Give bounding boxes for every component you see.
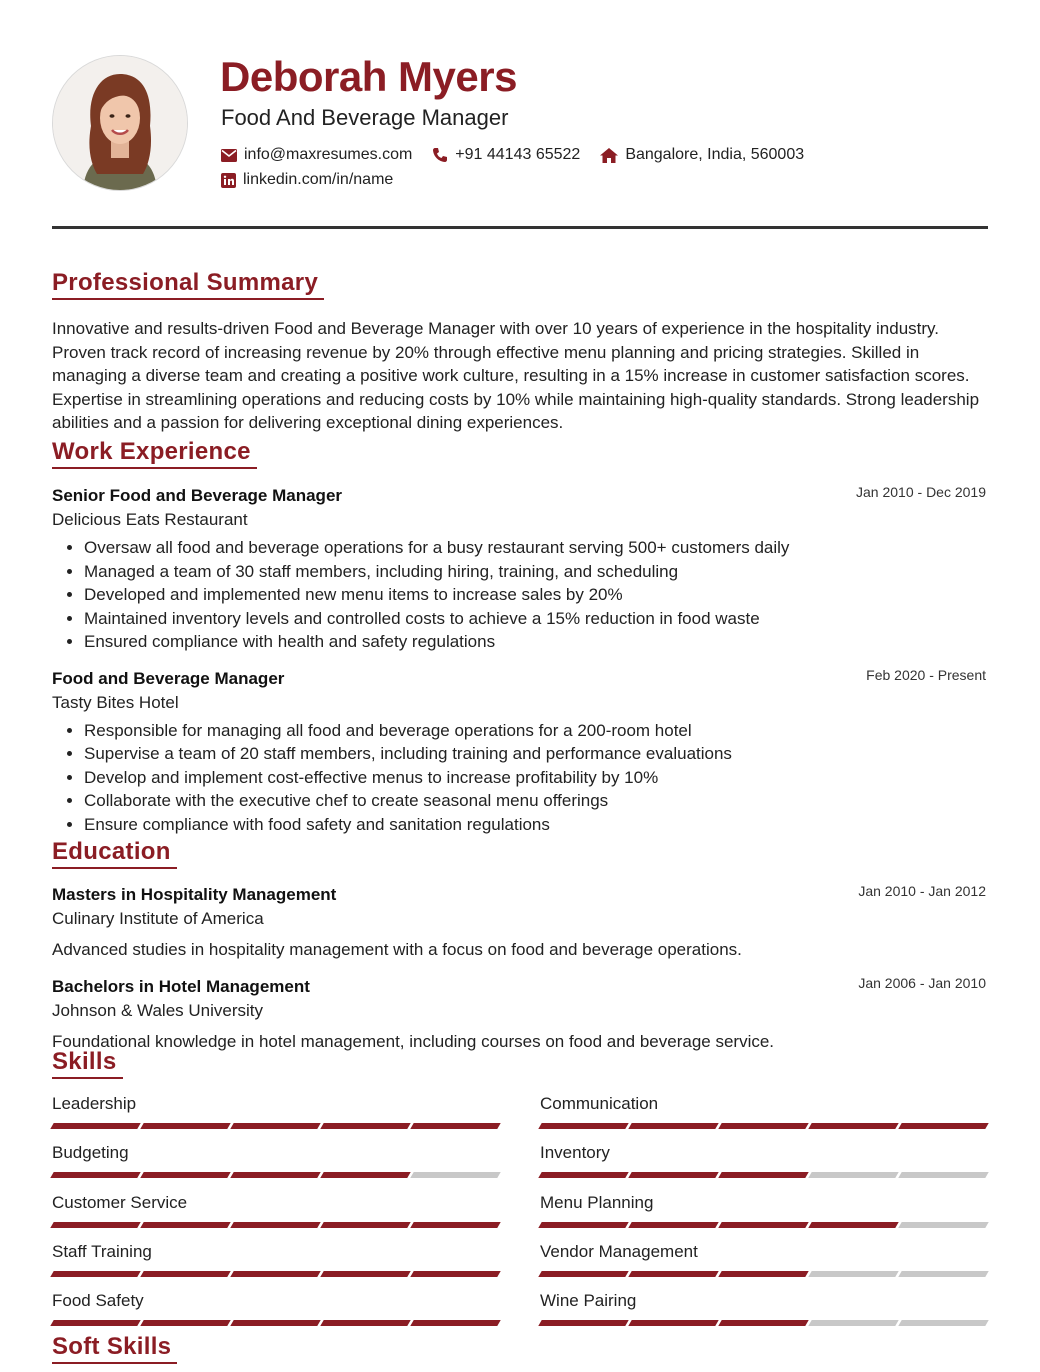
skill-level-segment-filled (628, 1222, 718, 1228)
soft-skills-heading: Soft Skills (52, 1332, 177, 1364)
skill-level-segment-filled (808, 1123, 898, 1129)
skill-level-segment-filled (410, 1222, 500, 1228)
phone-icon (432, 147, 448, 163)
skill-level-bar (52, 1222, 499, 1228)
education-desc: Advanced studies in hospitality management with a focus on food and beverage operations. (52, 940, 742, 959)
job-bullet: • Responsible for managing all food and beverage operations for a 200-room hotel (84, 719, 988, 743)
skill-level-segment-filled (140, 1222, 230, 1228)
contact-email[interactable] (221, 144, 412, 166)
candidate-name: Deborah Myers (220, 53, 517, 100)
skill-item (540, 1093, 987, 1129)
candidate-role: Food And Beverage Manager (221, 105, 509, 130)
skill-level-segment-empty (898, 1320, 988, 1326)
skill-level-bar (540, 1320, 987, 1326)
skill-level-segment-filled (718, 1271, 808, 1277)
job-bullets (52, 719, 988, 837)
skill-name: Staff Training (52, 1241, 152, 1261)
contact-info (221, 144, 824, 194)
job-bullet: • Supervise a team of 20 staff members, including training and performance evaluations (84, 742, 988, 766)
experience-heading: Work Experience (52, 437, 257, 469)
contact-location (600, 144, 804, 166)
skill-level-segment-filled (538, 1222, 628, 1228)
job-bullet: • Collaborate with the executive chef to create seasonal menu offerings (84, 789, 988, 813)
skill-level-bar (52, 1271, 499, 1277)
skill-level-bar (52, 1172, 499, 1178)
job-dates: Jan 2010 - Dec 2019 (856, 484, 986, 500)
skill-level-segment-empty (898, 1222, 988, 1228)
location-text: Bangalore, India, 560003 (625, 146, 805, 163)
linkedin-icon (221, 173, 236, 188)
skill-level-segment-filled (538, 1320, 628, 1326)
skill-level-segment-filled (50, 1172, 140, 1178)
degree-title: Masters in Hospitality Management (52, 885, 337, 904)
job-bullet: • Ensure compliance with food safety and sanitation regulations (84, 813, 988, 837)
skill-name: Communication (540, 1094, 659, 1113)
skill-name: Food Safety (52, 1291, 144, 1311)
job-company: Delicious Eats Restaurant (52, 510, 248, 529)
skill-level-segment-filled (230, 1222, 320, 1228)
skill-level-segment-filled (410, 1123, 500, 1129)
skill-item (540, 1192, 987, 1228)
skill-level-segment-filled (718, 1172, 808, 1178)
skill-level-segment-filled (320, 1222, 410, 1228)
skill-level-segment-empty (410, 1172, 500, 1178)
education-heading: Education (52, 837, 177, 869)
job-dates: Feb 2020 - Present (866, 666, 986, 683)
skill-level-segment-filled (320, 1271, 410, 1277)
envelope-icon (221, 149, 237, 162)
skill-level-segment-filled (320, 1172, 410, 1178)
skill-level-segment-filled (50, 1271, 140, 1277)
skill-level-segment-filled (140, 1271, 230, 1277)
skill-name: Vendor Management (540, 1241, 698, 1261)
job-bullet: • Managed a team of 30 staff members, including hiring, training, and scheduling (84, 560, 988, 584)
skill-name: Wine Pairing (540, 1291, 637, 1311)
job-bullet: • Ensured compliance with health and safety regulations (84, 630, 988, 654)
education-entry (52, 975, 988, 1054)
school-name: Culinary Institute of America (52, 909, 264, 928)
job-bullet: • Develop and implement cost-effective menus to increase profitability by 10% (84, 766, 988, 790)
skill-level-segment-filled (410, 1320, 500, 1326)
job-bullet: • Developed and implemented new menu items to increase sales by 20% (84, 583, 988, 607)
skill-item (52, 1241, 499, 1277)
skill-level-segment-filled (140, 1172, 230, 1178)
skill-level-segment-filled (718, 1320, 808, 1326)
job-title: Senior Food and Beverage Manager (52, 486, 343, 505)
skill-level-segment-filled (140, 1123, 230, 1129)
linkedin-text: linkedin.com/in/name (243, 171, 394, 188)
skill-level-segment-filled (320, 1123, 410, 1129)
skill-level-segment-filled (628, 1271, 718, 1277)
skill-level-segment-filled (50, 1320, 140, 1326)
job-company: Tasty Bites Hotel (52, 692, 179, 712)
education-dates: Jan 2006 - Jan 2010 (858, 974, 986, 991)
job-entry (52, 484, 988, 654)
skill-level-segment-empty (898, 1271, 988, 1277)
skill-name: Inventory (540, 1143, 610, 1163)
skill-level-segment-filled (320, 1320, 410, 1326)
skill-level-segment-empty (808, 1172, 898, 1178)
skill-level-bar (540, 1172, 987, 1178)
skill-level-segment-filled (538, 1123, 628, 1129)
skill-level-segment-filled (50, 1123, 140, 1129)
skill-name: Menu Planning (540, 1192, 654, 1212)
contact-linkedin[interactable] (221, 169, 393, 191)
skill-level-segment-filled (898, 1123, 988, 1129)
skill-item (52, 1142, 499, 1178)
skill-level-segment-empty (808, 1320, 898, 1326)
summary-heading: Professional Summary (52, 268, 324, 300)
skill-name: Budgeting (52, 1143, 129, 1163)
skill-level-segment-filled (50, 1222, 140, 1228)
soft-skills-section (52, 1332, 988, 1364)
skill-level-bar (540, 1222, 987, 1228)
avatar-portrait (53, 56, 187, 190)
header-divider (52, 226, 988, 229)
skill-level-segment-filled (628, 1123, 718, 1129)
skill-level-segment-filled (718, 1222, 808, 1228)
skill-item (540, 1241, 987, 1277)
skill-level-segment-filled (628, 1320, 718, 1326)
skill-level-bar (52, 1123, 499, 1129)
avatar (52, 55, 188, 191)
skill-level-bar (540, 1271, 987, 1277)
job-bullet: • Maintained inventory levels and controlled costs to achieve a 15% reduction in food waste (84, 607, 988, 631)
job-bullets (52, 536, 988, 654)
education-dates: Jan 2010 - Jan 2012 (858, 883, 986, 899)
skill-level-segment-filled (538, 1271, 628, 1277)
skill-level-segment-filled (230, 1172, 320, 1178)
resume-page (52, 0, 988, 1360)
skill-level-segment-filled (230, 1271, 320, 1277)
skill-level-segment-filled (140, 1320, 230, 1326)
skill-item (540, 1290, 987, 1326)
education-desc: Foundational knowledge in hotel management, including courses on food and beverage service. (52, 1031, 775, 1051)
skill-level-segment-empty (898, 1172, 988, 1178)
education-entry (52, 883, 988, 962)
skill-level-segment-filled (538, 1172, 628, 1178)
job-title: Food and Beverage Manager (52, 668, 285, 688)
education-section (52, 837, 988, 1053)
job-bullet: • Oversaw all food and beverage operations for a busy restaurant serving 500+ customers daily (84, 536, 988, 560)
skill-name: Customer Service (52, 1192, 188, 1212)
phone-text: +91 44143 65522 (455, 146, 581, 163)
skill-level-segment-filled (410, 1271, 500, 1277)
experience-section (52, 437, 988, 836)
skill-item (52, 1192, 499, 1228)
skill-level-segment-filled (628, 1172, 718, 1178)
contact-phone[interactable] (432, 144, 580, 166)
skill-item (52, 1290, 499, 1326)
skills-section (52, 1047, 988, 1311)
skill-level-bar (540, 1123, 987, 1129)
email-text: info@maxresumes.com (244, 146, 413, 163)
skill-item (52, 1093, 499, 1129)
skill-level-segment-filled (230, 1123, 320, 1129)
skill-level-segment-filled (718, 1123, 808, 1129)
skill-level-segment-filled (808, 1222, 898, 1228)
summary-text: Innovative and results-driven Food and Beverage Manager with over 10 years of experience in the hospitality industry. Proven track record of increasing revenue by 20% through effective menu planning and pricing strategies. Skilled in managing a diverse team and creating a positive work culture, resulting in a 15% increase in customer satisfaction scores. Expertise in streamlining operations and reducing costs by 10% while maintaining high-quality standards. Strong leadership abilities and a passion for delivering exceptional dining experiences. (52, 319, 980, 432)
skill-name: Leadership (52, 1094, 137, 1113)
home-icon (600, 148, 618, 163)
skill-item (540, 1142, 987, 1178)
skill-level-segment-empty (808, 1271, 898, 1277)
skill-level-bar (52, 1320, 499, 1326)
summary-section (52, 268, 988, 435)
degree-title: Bachelors in Hotel Management (52, 976, 310, 996)
job-entry (52, 667, 988, 837)
skill-level-segment-filled (230, 1320, 320, 1326)
skills-heading: Skills (52, 1047, 123, 1079)
school-name: Johnson & Wales University (52, 1000, 264, 1020)
resume-header (52, 0, 988, 230)
